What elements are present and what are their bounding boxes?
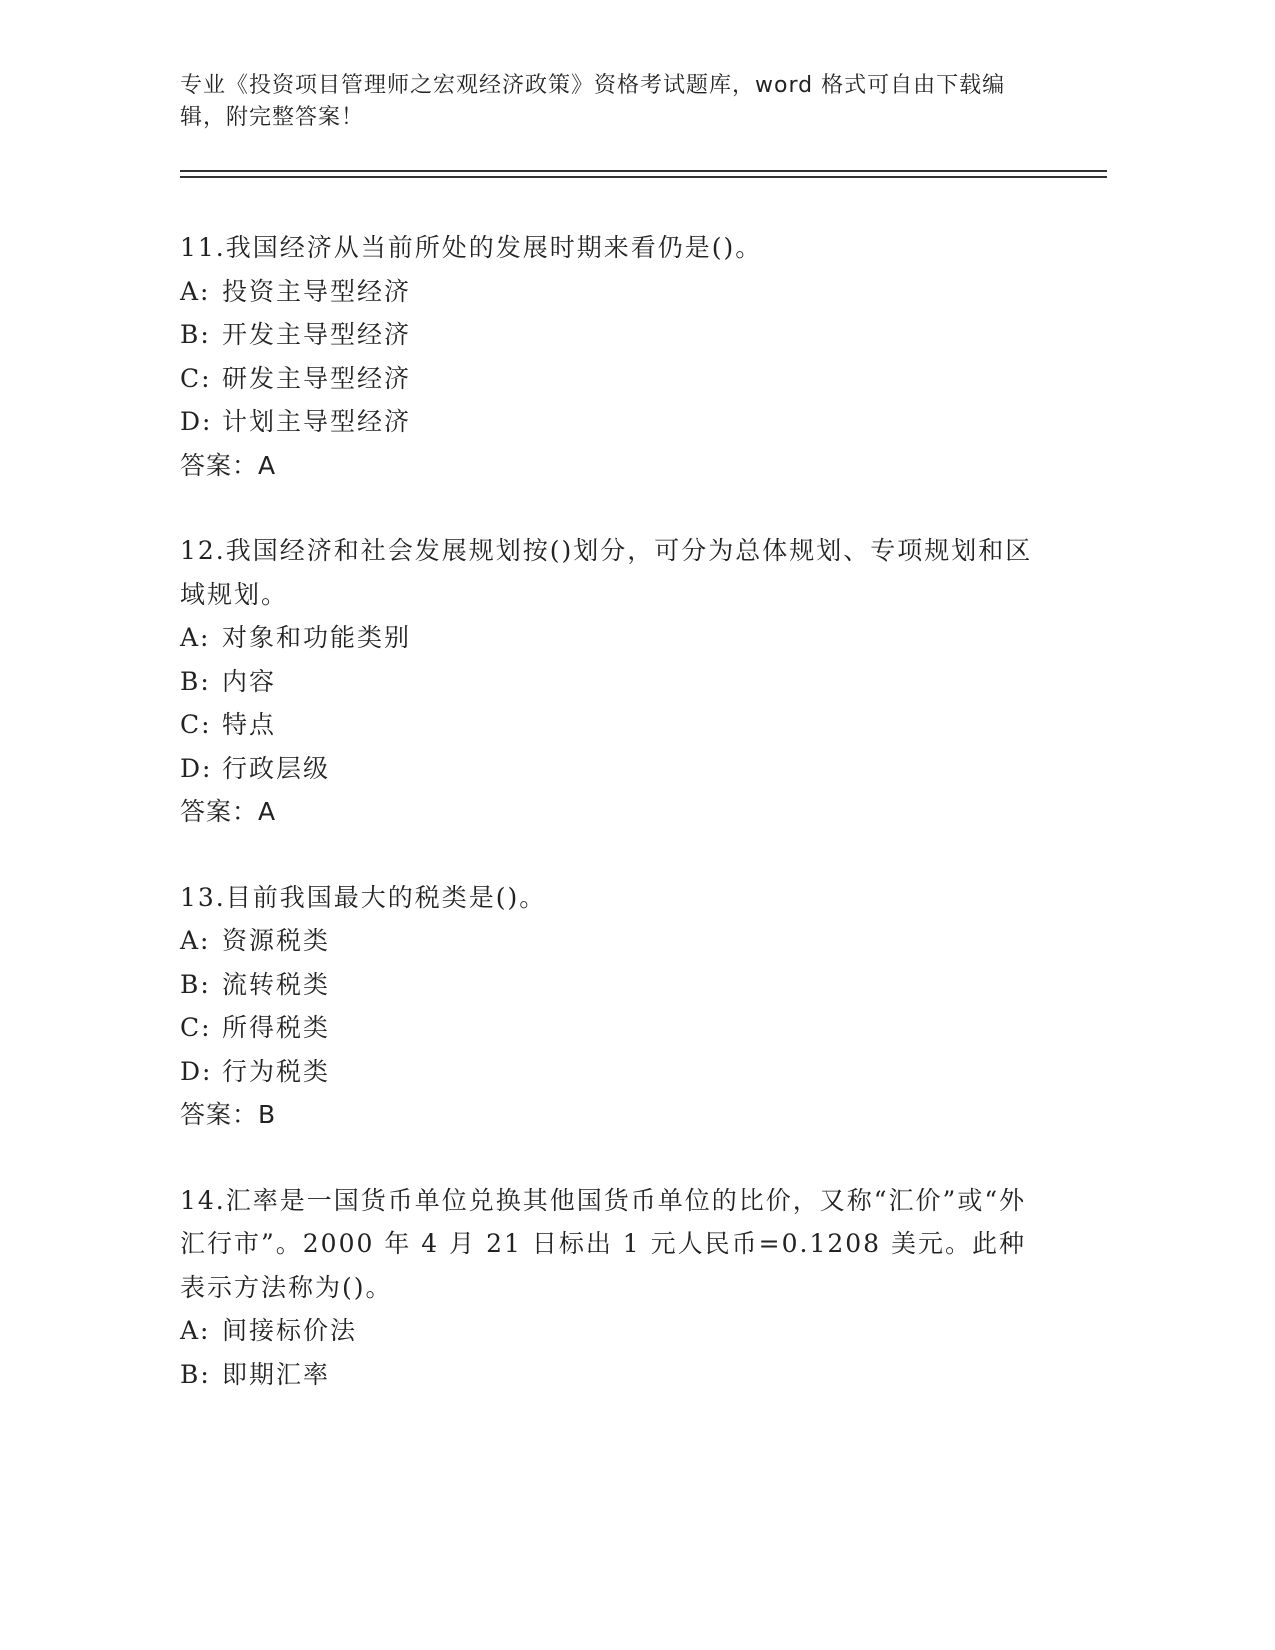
option-c xyxy=(180,703,1040,747)
option-letter: A: xyxy=(180,276,211,306)
option-letter: D: xyxy=(180,753,213,783)
option-text: 内容 xyxy=(222,666,277,696)
answer-line: 答案：A xyxy=(180,450,277,480)
option-letter: C: xyxy=(180,363,212,393)
option-text: 行为税类 xyxy=(222,1056,331,1086)
option-c xyxy=(180,1006,1040,1050)
option-text: 投资主导型经济 xyxy=(222,276,412,306)
option-b xyxy=(180,963,1040,1007)
option-text: 特点 xyxy=(222,710,277,739)
question-stem: 14.汇率是一国货币单位兑换其他国货币单位的比价，又称“汇价”或“外汇行市”。2000 年 4 月 21 日标出 1 元人民币=0.1208 美元。此种表示方法称为()。 xyxy=(180,1185,1027,1302)
option-a xyxy=(180,270,1040,314)
option-text: 对象和功能类别 xyxy=(222,623,412,652)
option-text: 行政层级 xyxy=(222,753,331,783)
header-divider-bottom xyxy=(180,176,1107,178)
option-a xyxy=(180,919,1040,963)
option-d xyxy=(180,400,1040,444)
option-text: 研发主导型经济 xyxy=(222,363,412,393)
option-letter: A: xyxy=(180,1316,211,1345)
document-header xyxy=(180,70,1040,134)
option-letter: B: xyxy=(180,320,211,349)
header-divider-top xyxy=(180,170,1107,172)
option-text: 即期汇率 xyxy=(222,1359,331,1389)
question-stem: 13.目前我国最大的税类是()。 xyxy=(180,882,547,912)
question-13 xyxy=(180,876,1040,1137)
option-letter: B: xyxy=(180,969,211,999)
option-text: 流转税类 xyxy=(222,969,331,999)
option-b xyxy=(180,313,1040,357)
option-letter: C: xyxy=(180,710,212,739)
question-stem: 12.我国经济和社会发展规划按()划分，可分为总体规划、专项规划和区域规划。 xyxy=(180,536,1033,609)
option-text: 所得税类 xyxy=(222,1013,331,1042)
option-letter: B: xyxy=(180,1359,211,1389)
option-letter: D: xyxy=(180,1056,213,1086)
header-line-2: 辑，附完整答案！ xyxy=(180,105,365,130)
question-14 xyxy=(180,1179,1040,1397)
option-d xyxy=(180,747,1040,791)
option-letter: A: xyxy=(180,623,211,652)
option-letter: D: xyxy=(180,407,213,436)
option-text: 资源税类 xyxy=(222,926,331,955)
option-a xyxy=(180,1309,1040,1353)
option-text: 开发主导型经济 xyxy=(222,320,412,349)
option-letter: A: xyxy=(180,926,211,955)
option-d xyxy=(180,1050,1040,1094)
option-c xyxy=(180,357,1040,401)
answer-line: 答案：A xyxy=(180,797,277,826)
question-stem: 11.我国经济从当前所处的发展时期来看仍是()。 xyxy=(180,233,763,262)
question-11 xyxy=(180,226,1040,487)
option-text: 间接标价法 xyxy=(222,1316,358,1345)
question-12 xyxy=(180,529,1040,834)
option-letter: C: xyxy=(180,1013,212,1042)
answer-line: 答案：B xyxy=(180,1100,277,1129)
option-a xyxy=(180,616,1040,660)
option-b xyxy=(180,1353,1040,1397)
option-b xyxy=(180,660,1040,704)
header-line-1: 专业《投资项目管理师之宏观经济政策》资格考试题库，word 格式可自由下载编 xyxy=(180,73,1006,98)
option-text: 计划主导型经济 xyxy=(222,407,412,436)
option-letter: B: xyxy=(180,666,211,696)
question-list xyxy=(180,226,1040,1438)
